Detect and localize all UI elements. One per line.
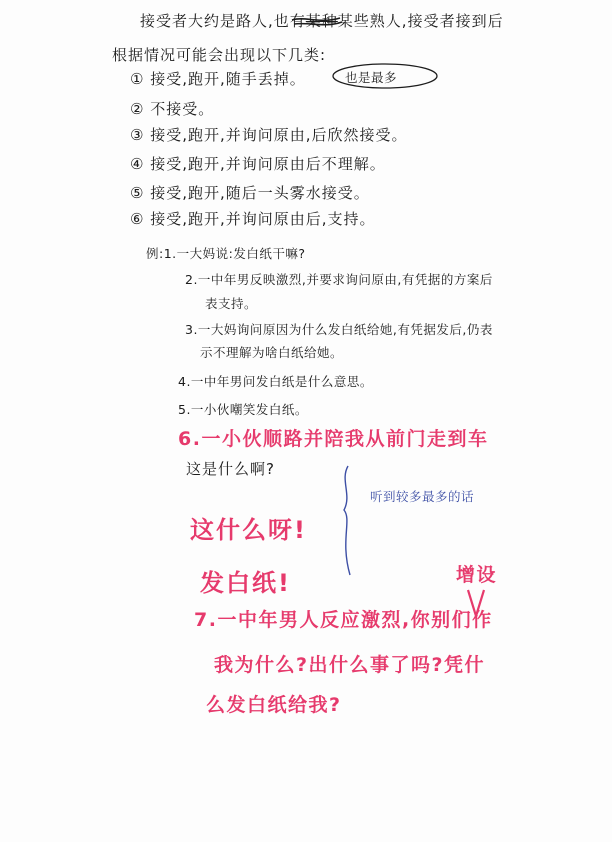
option-text: 接受,跑开,并询问原由后不理解。	[150, 155, 386, 173]
example-3-line-a: 3.一大妈询问原因为什么发白纸给她,有凭据发后,仍表	[185, 322, 493, 337]
example-7-line-a: 7.一中年男人反应激烈,你别们作	[194, 609, 493, 631]
option-3	[130, 124, 408, 145]
bracket-mark	[344, 466, 350, 575]
intro-line-1-a: 接受者大约是路人,也有	[140, 12, 306, 30]
red-paper: 发白纸!	[200, 569, 291, 597]
option-2	[130, 98, 214, 119]
side-note: 听到较多最多的话	[370, 489, 475, 504]
intro-line-1	[140, 10, 504, 31]
example-6-line-a: 6.一小伙顺路并陪我从前门走到车	[178, 428, 489, 450]
option-number: ②	[130, 100, 145, 118]
option-text: 接受,跑开,随后一头雾水接受。	[150, 184, 370, 202]
option-4	[130, 153, 386, 174]
example-7-line-c: 么发白纸给我?	[206, 694, 342, 716]
option-6	[130, 208, 376, 229]
option-text: 不接受。	[150, 100, 215, 118]
example-5: 5.一小伙嘲笑发白纸。	[178, 402, 308, 417]
option-text: 接受,跑开,随手丢掉。	[150, 70, 306, 88]
intro-line-1-struck: 某种	[305, 12, 338, 30]
option-number: ④	[130, 155, 145, 173]
example-2-line-b: 表支持。	[205, 296, 258, 311]
option-text: 接受,跑开,并询问原由,后欣然接受。	[150, 126, 408, 144]
example-6-line-b: 这是什么啊?	[186, 460, 275, 478]
option-1	[130, 68, 306, 89]
examples-header: 例:1.一大妈说:发白纸干嘛?	[146, 246, 306, 261]
option-number: ⑥	[130, 210, 145, 228]
intro-line-1-b: 某些熟人,接受者接到后	[337, 12, 504, 30]
example-3-line-b: 示不理解为啥白纸给她。	[200, 345, 344, 360]
example-2-line-a: 2.一中年男反映激烈,并要求询问原由,有凭据的方案后	[185, 272, 493, 287]
red-inserted: 增设	[456, 564, 498, 586]
example-7-line-b: 我为什么?出什么事了吗?凭什	[214, 654, 486, 676]
option-text: 接受,跑开,并询问原由后,支持。	[150, 210, 376, 228]
red-shout: 这什么呀!	[190, 516, 307, 544]
option-number: ①	[130, 70, 145, 88]
example-4: 4.一中年男问发白纸是什么意思。	[178, 374, 373, 389]
option-number: ⑤	[130, 184, 145, 202]
option-number: ③	[130, 126, 145, 144]
intro-line-2: 根据情况可能会出现以下几类:	[112, 46, 327, 64]
circled-note: 也是最多	[345, 70, 398, 85]
option-5	[130, 182, 370, 203]
